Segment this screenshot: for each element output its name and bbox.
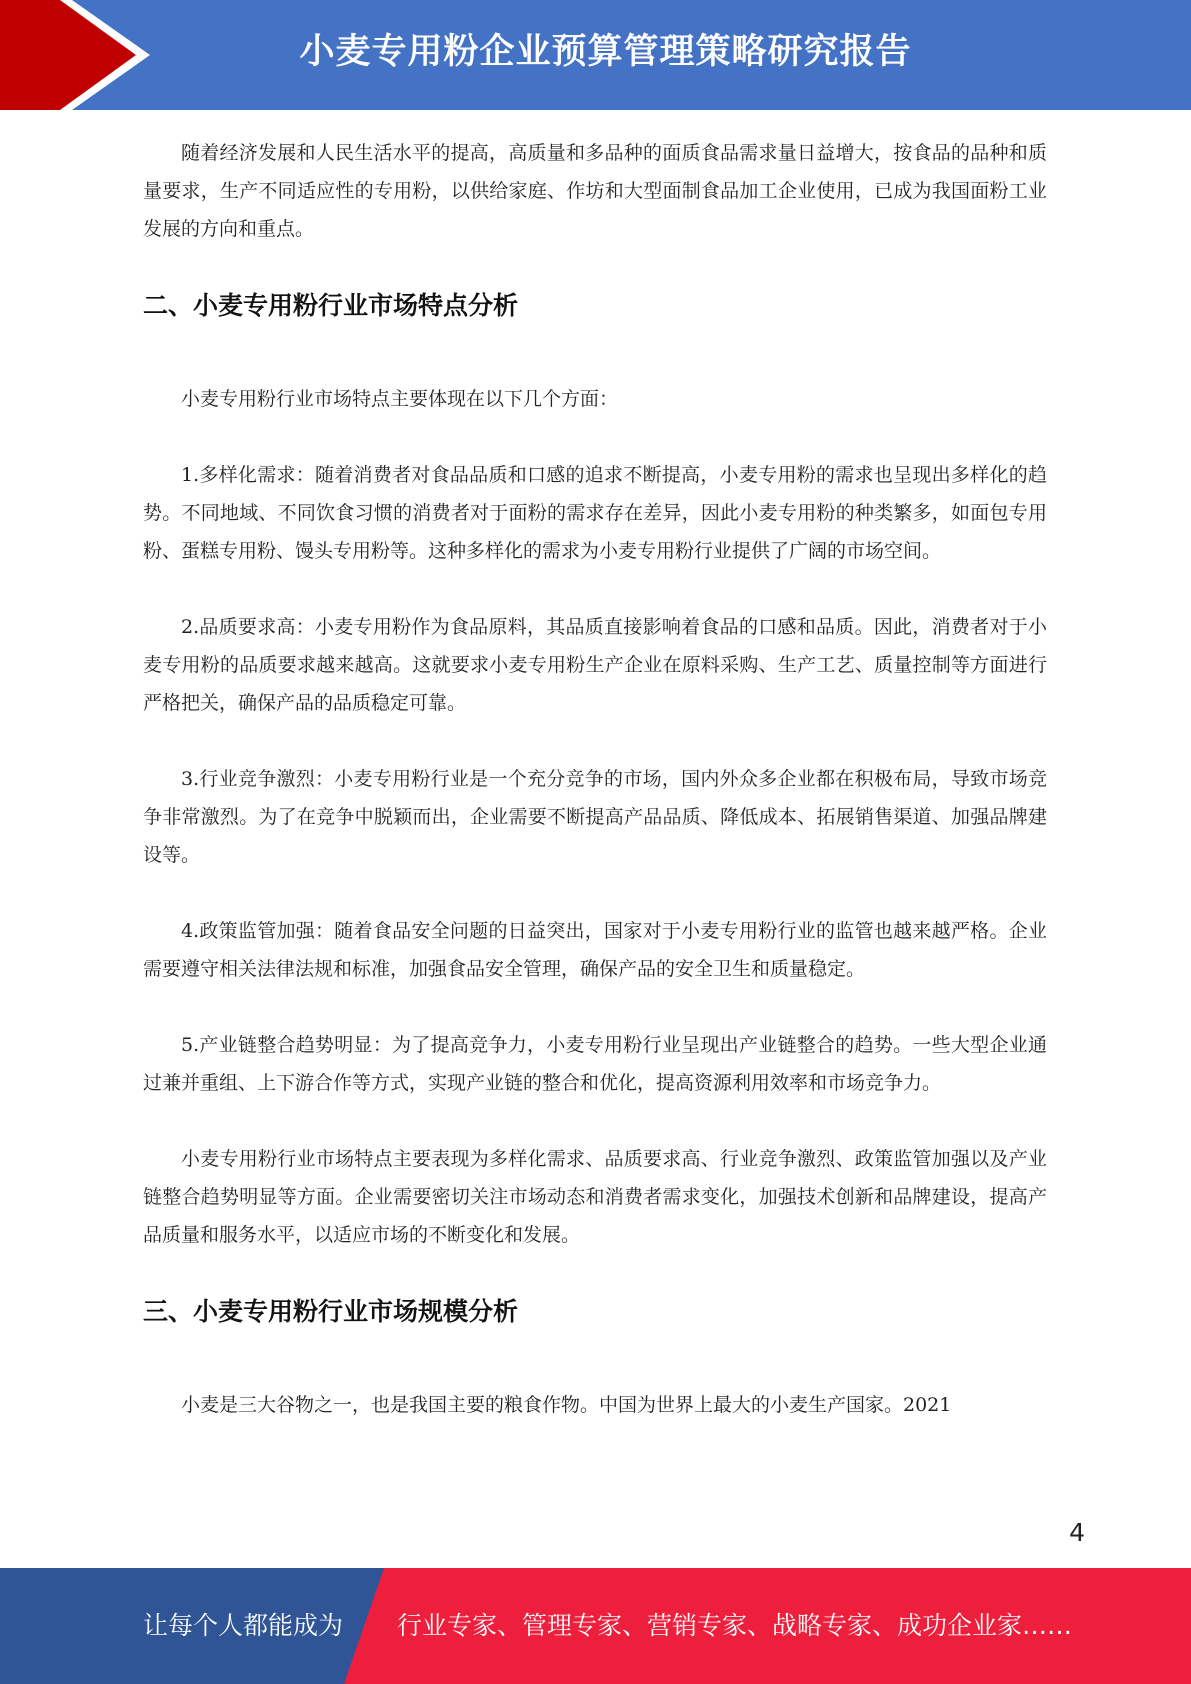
- section-2-summary: 小麦专用粉行业市场特点主要表现为多样化需求、品质要求高、行业竞争激烈、政策监管加强以及产业链整合趋势明显等方面。企业需要密切关注市场动态和消费者需求变化，加强技术创新和品牌建设，提高产品质量和服务水平，以适应市场的不断变化和发展。: [143, 1148, 1047, 1246]
- section-3-lead: 小麦是三大谷物之一，也是我国主要的粮食作物。中国为世界上最大的小麦生产国家。2021: [181, 1394, 952, 1416]
- list-item: 2.品质要求高：小麦专用粉作为食品原料，其品质直接影响着食品的口感和品质。因此，消费者对于小麦专用粉的品质要求越来越高。这就要求小麦专用粉生产企业在原料采购、生产工艺、质量控制等方面进行严格把关，确保产品的品质稳定可靠。: [143, 616, 1047, 714]
- footer-slogan-left: 让每个人都能成为: [143, 1611, 344, 1640]
- intro-paragraph: 随着经济发展和人民生活水平的提高，高质量和多品种的面质食品需求量日益增大，按食品的品种和质量要求，生产不同适应性的专用粉，以供给家庭、作坊和大型面制食品加工企业使用，已成为我国面粉工业发展的方向和重点。: [143, 142, 1047, 240]
- section-2-heading: 二、小麦专用粉行业市场特点分析: [143, 291, 519, 320]
- footer-slogan-right: 行业专家、管理专家、营销专家、战略专家、成功企业家……: [397, 1611, 1073, 1640]
- page-footer: [0, 1568, 1191, 1684]
- list-item: 5.产业链整合趋势明显：为了提高竞争力，小麦专用粉行业呈现出产业链整合的趋势。一些大型企业通过兼并重组、上下游合作等方式，实现产业链的整合和优化，提高资源利用效率和市场竞争力。: [143, 1034, 1047, 1094]
- section-3-heading: 三、小麦专用粉行业市场规模分析: [143, 1297, 519, 1326]
- list-item: 4.政策监管加强：随着食品安全问题的日益突出，国家对于小麦专用粉行业的监管也越来越严格。企业需要遵守相关法律法规和标准，加强食品安全管理，确保产品的安全卫生和质量稳定。: [143, 920, 1047, 980]
- section-2-lead: 小麦专用粉行业市场特点主要体现在以下几个方面：: [181, 388, 619, 410]
- page-header: [0, 0, 1191, 110]
- page-number: 4: [1069, 1518, 1085, 1547]
- document-body: [143, 134, 1047, 1462]
- list-item: 1.多样化需求：随着消费者对食品品质和口感的追求不断提高，小麦专用粉的需求也呈现出多样化的趋势。不同地域、不同饮食习惯的消费者对于面粉的需求存在差异，因此小麦专用粉的种类繁多，如面包专用粉、蛋糕专用粉、馒头专用粉等。这种多样化的需求为小麦专用粉行业提供了广阔的市场空间。: [143, 464, 1047, 562]
- list-item: 3.行业竞争激烈：小麦专用粉行业是一个充分竞争的市场，国内外众多企业都在积极布局，导致市场竞争非常激烈。为了在竞争中脱颖而出，企业需要不断提高产品品质、降低成本、拓展销售渠道、加强品牌建设等。: [143, 768, 1047, 866]
- report-title: 小麦专用粉企业预算管理策略研究报告: [299, 32, 912, 72]
